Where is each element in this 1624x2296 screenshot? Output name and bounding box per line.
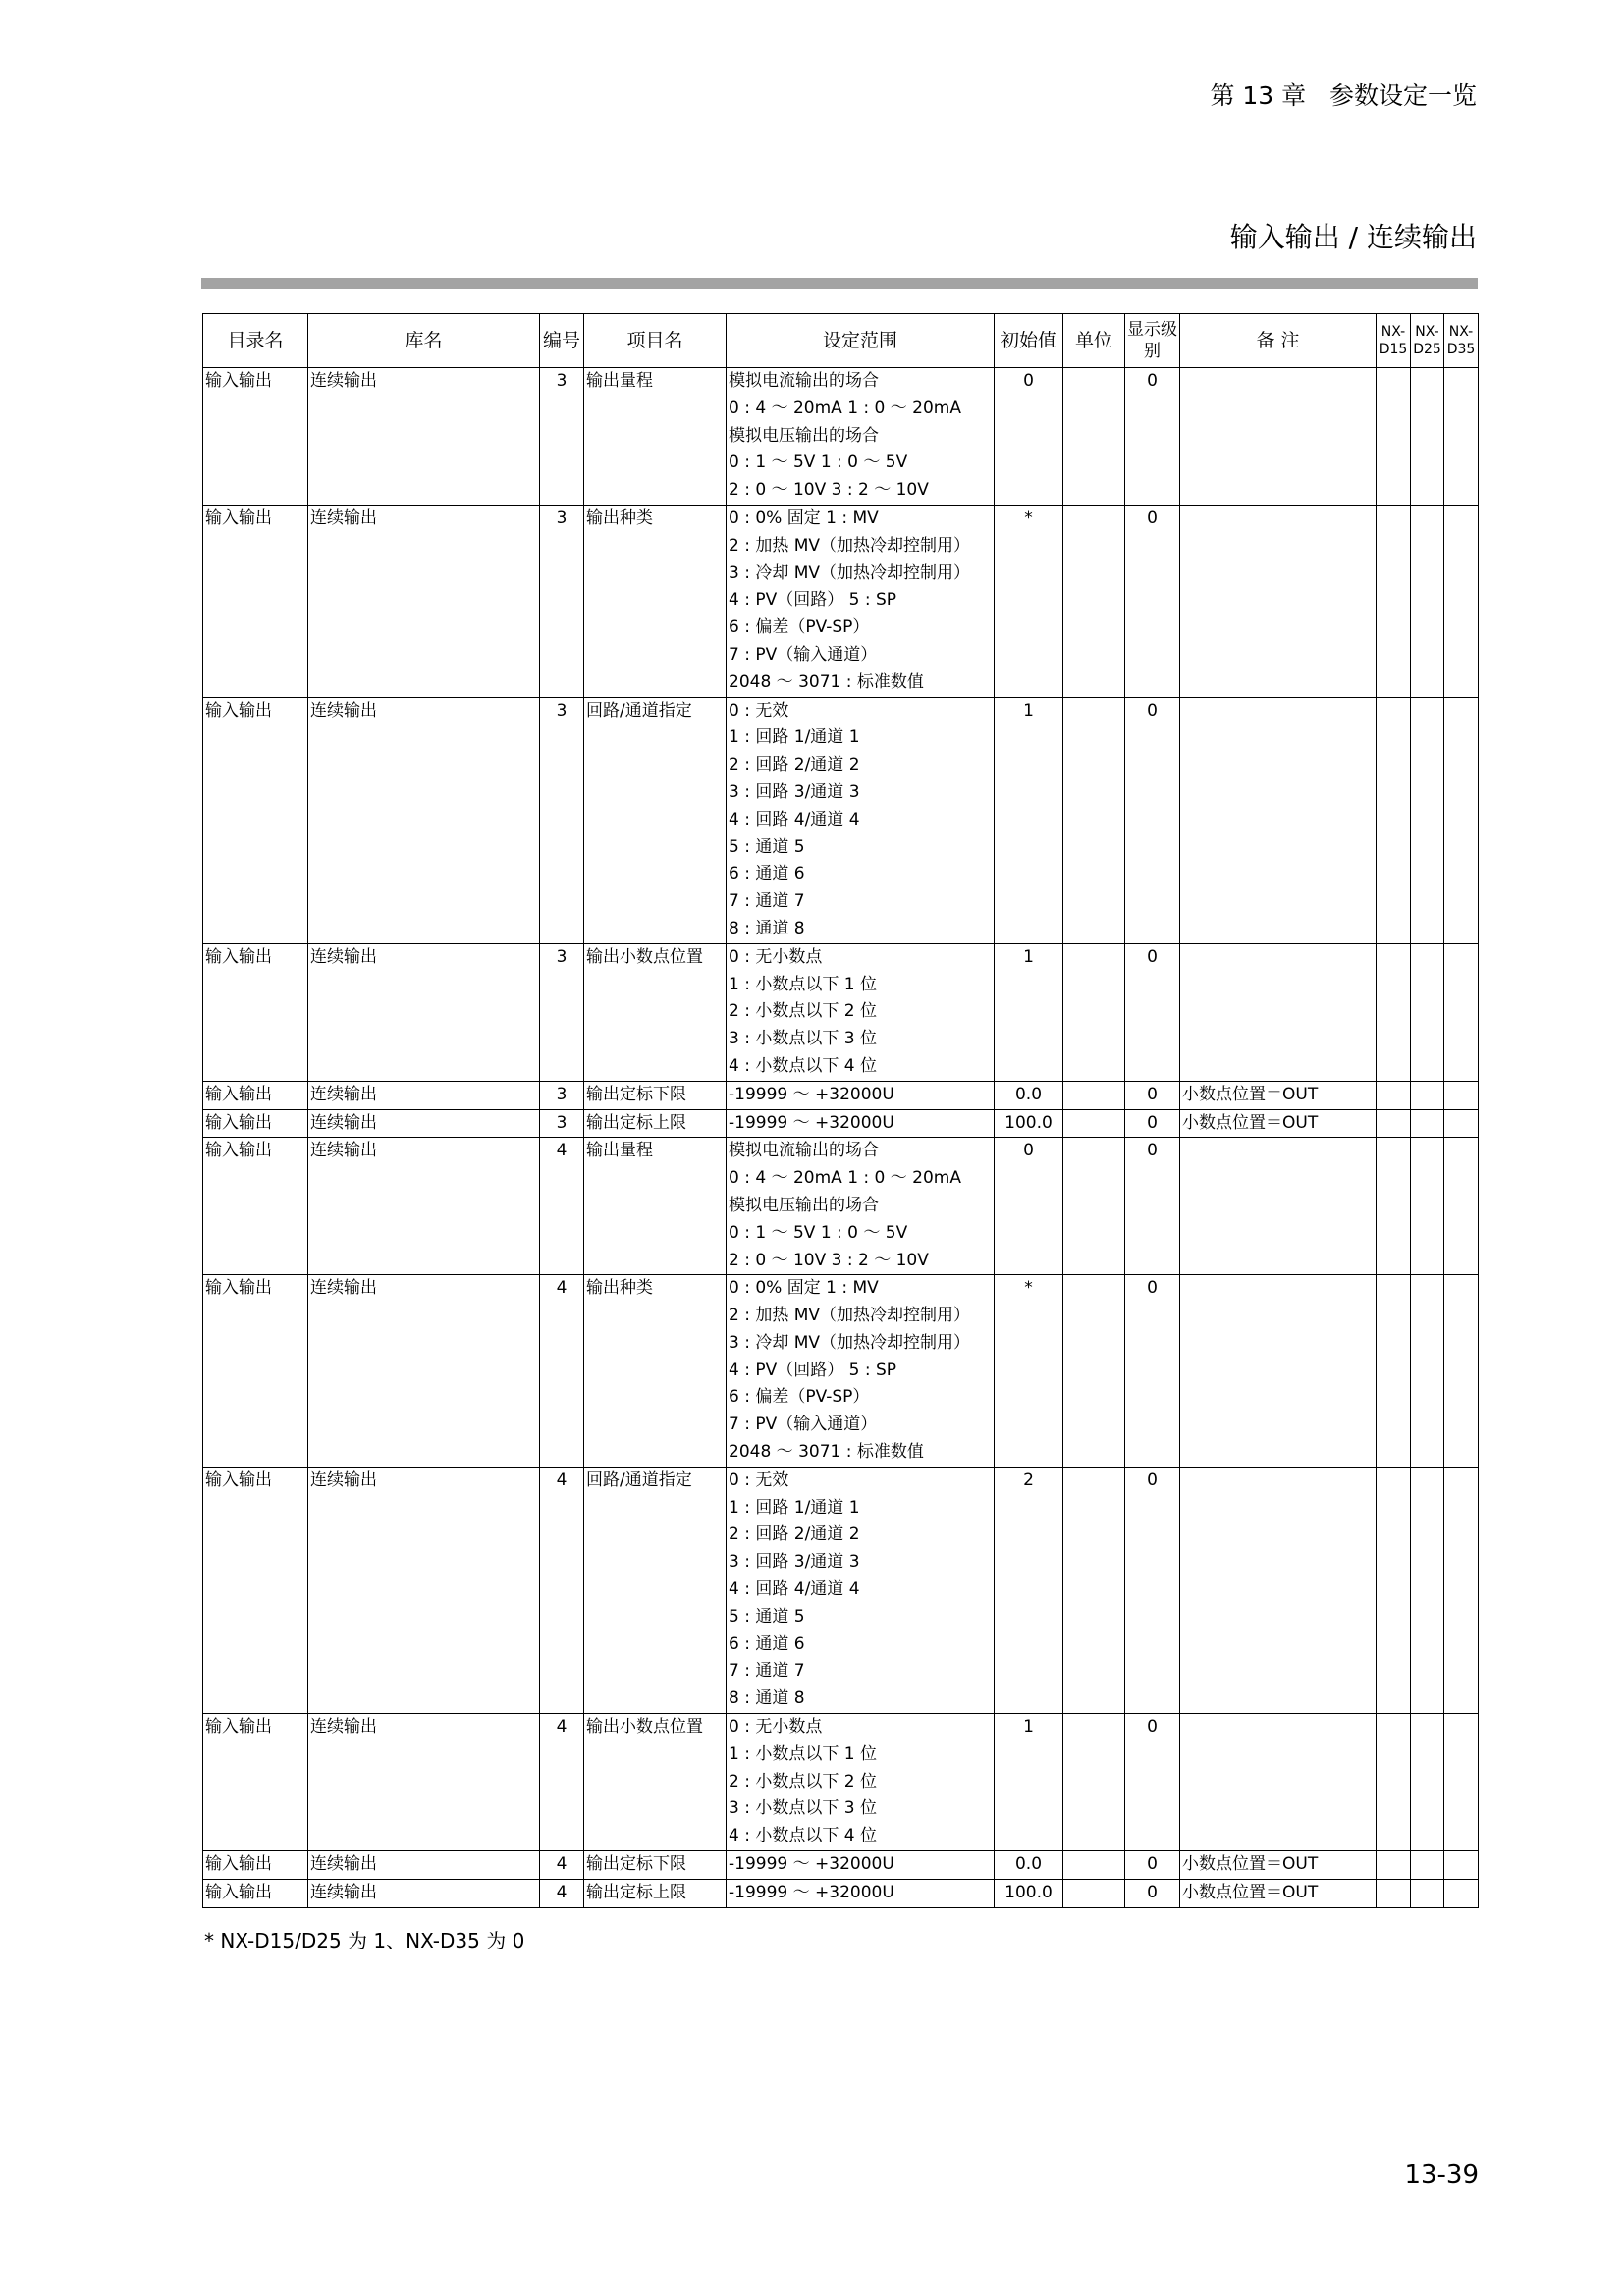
cell-initial: *	[995, 505, 1063, 697]
range-line: 0 : 无小数点	[729, 946, 823, 967]
range-line: 0 : 无效	[729, 1469, 789, 1490]
col-note: 备 注	[1180, 314, 1377, 368]
cell-library: 连续输出	[308, 1714, 540, 1851]
cell-menu: 输入输出	[203, 1109, 308, 1138]
cell-number: 4	[540, 1851, 584, 1880]
cell-nx-d35	[1444, 943, 1479, 1081]
cell-library: 连续输出	[308, 697, 540, 943]
cell-number: 4	[540, 1138, 584, 1275]
cell-initial: 0	[995, 368, 1063, 506]
range-line: 5 : 通道 5	[729, 836, 805, 857]
range-line: 4 : PV（回路） 5 : SP	[729, 1360, 897, 1380]
table-row	[203, 1851, 1479, 1880]
range-line: 模拟电流输出的场合	[729, 371, 879, 391]
cell-nx-d15	[1377, 1879, 1411, 1907]
range-line: 0 : 4 ～ 20mA 1 : 0 ～ 20mA	[729, 398, 961, 418]
cell-number: 3	[540, 368, 584, 506]
table-row	[203, 1879, 1479, 1907]
range-line: 8 : 通道 8	[729, 1688, 805, 1709]
cell-nx-d15	[1377, 1138, 1411, 1275]
cell-library: 连续输出	[308, 368, 540, 506]
col-range: 设定范围	[727, 314, 995, 368]
range-line: 4 : 小数点以下 4 位	[729, 1055, 877, 1076]
range-line: 2 : 回路 2/通道 2	[729, 1524, 860, 1545]
cell-nx-d25	[1411, 1275, 1444, 1468]
cell-unit	[1063, 1138, 1125, 1275]
range-line: -19999 ～ +32000U	[729, 1854, 894, 1875]
cell-library: 连续输出	[308, 1851, 540, 1880]
cell-initial: 0.0	[995, 1851, 1063, 1880]
range-line: 2048 ～ 3071 : 标准数值	[729, 671, 924, 692]
cell-number: 4	[540, 1467, 584, 1713]
cell-menu: 输入输出	[203, 1879, 308, 1907]
range-line: 4 : 回路 4/通道 4	[729, 809, 860, 829]
cell-note	[1180, 1275, 1377, 1468]
cell-menu: 输入输出	[203, 1714, 308, 1851]
range-line: 0 : 无效	[729, 700, 789, 721]
cell-level: 0	[1125, 1275, 1180, 1468]
col-item: 项目名	[584, 314, 727, 368]
cell-number: 4	[540, 1275, 584, 1468]
range-line: 3 : 回路 3/通道 3	[729, 1552, 860, 1573]
cell-nx-d15	[1377, 1081, 1411, 1109]
cell-menu: 输入输出	[203, 1081, 308, 1109]
cell-range	[727, 1851, 995, 1880]
col-nx-d25: NX-D25	[1411, 314, 1444, 368]
cell-initial: 1	[995, 697, 1063, 943]
cell-note	[1180, 1138, 1377, 1275]
cell-range	[727, 1138, 995, 1275]
cell-range	[727, 368, 995, 506]
cell-item: 输出定标上限	[584, 1109, 727, 1138]
cell-menu: 输入输出	[203, 697, 308, 943]
table-row	[203, 505, 1479, 697]
range-line: 8 : 通道 8	[729, 918, 805, 938]
cell-initial: 1	[995, 943, 1063, 1081]
cell-nx-d15	[1377, 1109, 1411, 1138]
range-line: 2 : 回路 2/通道 2	[729, 755, 860, 775]
table-row	[203, 1467, 1479, 1713]
section-title: 输入输出 / 连续输出	[1229, 221, 1477, 253]
table-row	[203, 1714, 1479, 1851]
cell-level: 0	[1125, 697, 1180, 943]
col-unit: 单位	[1063, 314, 1125, 368]
cell-level: 0	[1125, 1879, 1180, 1907]
cell-library: 连续输出	[308, 1879, 540, 1907]
cell-item: 输出种类	[584, 505, 727, 697]
table-body	[203, 368, 1479, 1908]
cell-nx-d35	[1444, 1879, 1479, 1907]
cell-initial: *	[995, 1275, 1063, 1468]
cell-item: 回路/通道指定	[584, 1467, 727, 1713]
range-line: 1 : 回路 1/通道 1	[729, 727, 860, 748]
cell-nx-d15	[1377, 1714, 1411, 1851]
cell-initial: 100.0	[995, 1109, 1063, 1138]
table-row	[203, 1109, 1479, 1138]
range-line: 2 : 0 ～ 10V 3 : 2 ～ 10V	[729, 1250, 929, 1270]
cell-nx-d35	[1444, 1138, 1479, 1275]
cell-nx-d15	[1377, 1275, 1411, 1468]
cell-nx-d15	[1377, 943, 1411, 1081]
range-line: 0 : 无小数点	[729, 1717, 823, 1737]
cell-nx-d35	[1444, 505, 1479, 697]
col-library: 库名	[308, 314, 540, 368]
range-line: 6 : 偏差（PV-SP）	[729, 617, 870, 638]
range-line: 5 : 通道 5	[729, 1606, 805, 1627]
range-line: 2 : 加热 MV（加热冷却控制用）	[729, 1306, 971, 1326]
cell-nx-d15	[1377, 505, 1411, 697]
range-line: 7 : PV（输入通道）	[729, 644, 878, 665]
cell-unit	[1063, 697, 1125, 943]
range-line: -19999 ～ +32000U	[729, 1882, 894, 1902]
cell-level: 0	[1125, 368, 1180, 506]
cell-nx-d25	[1411, 1138, 1444, 1275]
cell-range	[727, 1109, 995, 1138]
cell-level: 0	[1125, 505, 1180, 697]
cell-item: 输出定标下限	[584, 1851, 727, 1880]
cell-unit	[1063, 1109, 1125, 1138]
range-line: 2 : 小数点以下 2 位	[729, 1001, 877, 1022]
col-initial: 初始值	[995, 314, 1063, 368]
col-nx-d15: NX-D15	[1377, 314, 1411, 368]
cell-nx-d35	[1444, 1714, 1479, 1851]
range-line: 7 : 通道 7	[729, 1661, 805, 1682]
cell-nx-d35	[1444, 368, 1479, 506]
cell-note: 小数点位置＝OUT	[1180, 1879, 1377, 1907]
cell-level: 0	[1125, 1714, 1180, 1851]
cell-menu: 输入输出	[203, 943, 308, 1081]
cell-nx-d35	[1444, 1109, 1479, 1138]
cell-library: 连续输出	[308, 1081, 540, 1109]
range-line: 4 : 回路 4/通道 4	[729, 1579, 860, 1600]
col-level: 显示级别	[1125, 314, 1180, 368]
cell-note	[1180, 368, 1377, 506]
cell-note: 小数点位置＝OUT	[1180, 1109, 1377, 1138]
cell-initial: 100.0	[995, 1879, 1063, 1907]
cell-item: 回路/通道指定	[584, 697, 727, 943]
cell-nx-d35	[1444, 697, 1479, 943]
cell-nx-d25	[1411, 697, 1444, 943]
cell-nx-d25	[1411, 1467, 1444, 1713]
cell-unit	[1063, 1467, 1125, 1713]
range-line: 6 : 通道 6	[729, 1633, 805, 1654]
cell-menu: 输入输出	[203, 1467, 308, 1713]
cell-item: 输出量程	[584, 368, 727, 506]
cell-nx-d25	[1411, 368, 1444, 506]
cell-range	[727, 505, 995, 697]
cell-nx-d25	[1411, 943, 1444, 1081]
range-line: 0 : 1 ～ 5V 1 : 0 ～ 5V	[729, 453, 908, 473]
cell-item: 输出定标上限	[584, 1879, 727, 1907]
cell-level: 0	[1125, 1081, 1180, 1109]
cell-range	[727, 943, 995, 1081]
cell-item: 输出定标下限	[584, 1081, 727, 1109]
col-menu: 目录名	[203, 314, 308, 368]
cell-nx-d25	[1411, 1714, 1444, 1851]
cell-nx-d15	[1377, 1851, 1411, 1880]
cell-menu: 输入输出	[203, 1138, 308, 1275]
table-header	[203, 314, 1479, 368]
cell-level: 0	[1125, 943, 1180, 1081]
range-line: -19999 ～ +32000U	[729, 1084, 894, 1104]
cell-unit	[1063, 1851, 1125, 1880]
cell-range	[727, 1081, 995, 1109]
cell-unit	[1063, 1275, 1125, 1468]
cell-unit	[1063, 1081, 1125, 1109]
cell-note: 小数点位置＝OUT	[1180, 1081, 1377, 1109]
cell-number: 3	[540, 505, 584, 697]
col-number: 编号	[540, 314, 584, 368]
cell-note	[1180, 1467, 1377, 1713]
range-line: -19999 ～ +32000U	[729, 1112, 894, 1133]
cell-item: 输出种类	[584, 1275, 727, 1468]
cell-nx-d25	[1411, 1109, 1444, 1138]
cell-nx-d35	[1444, 1467, 1479, 1713]
cell-nx-d15	[1377, 697, 1411, 943]
range-line: 2 : 小数点以下 2 位	[729, 1771, 877, 1791]
cell-range	[727, 1275, 995, 1468]
cell-nx-d15	[1377, 368, 1411, 506]
cell-menu: 输入输出	[203, 1275, 308, 1468]
cell-library: 连续输出	[308, 1467, 540, 1713]
table-row	[203, 1275, 1479, 1468]
cell-menu: 输入输出	[203, 505, 308, 697]
range-line: 3 : 小数点以下 3 位	[729, 1029, 877, 1049]
cell-number: 3	[540, 943, 584, 1081]
cell-unit	[1063, 368, 1125, 506]
cell-range	[727, 697, 995, 943]
cell-nx-d15	[1377, 1467, 1411, 1713]
cell-number: 3	[540, 1081, 584, 1109]
cell-number: 3	[540, 1109, 584, 1138]
range-line: 7 : 通道 7	[729, 891, 805, 912]
cell-number: 4	[540, 1879, 584, 1907]
range-line: 1 : 小数点以下 1 位	[729, 974, 877, 994]
range-line: 模拟电压输出的场合	[729, 425, 879, 446]
cell-item: 输出量程	[584, 1138, 727, 1275]
range-line: 3 : 冷却 MV（加热冷却控制用）	[729, 1332, 971, 1353]
cell-item: 输出小数点位置	[584, 1714, 727, 1851]
range-line: 0 : 1 ～ 5V 1 : 0 ～ 5V	[729, 1222, 908, 1243]
cell-note	[1180, 505, 1377, 697]
table-row	[203, 697, 1479, 943]
range-line: 3 : 回路 3/通道 3	[729, 781, 860, 802]
page-number: 13-39	[1404, 2161, 1479, 2190]
cell-nx-d35	[1444, 1851, 1479, 1880]
cell-nx-d25	[1411, 1879, 1444, 1907]
cell-library: 连续输出	[308, 943, 540, 1081]
cell-initial: 0.0	[995, 1081, 1063, 1109]
range-line: 3 : 小数点以下 3 位	[729, 1798, 877, 1819]
footnote: * NX-D15/D25 为 1、NX-D35 为 0	[204, 1929, 525, 1952]
parameter-table	[202, 313, 1479, 1908]
cell-unit	[1063, 1879, 1125, 1907]
table-row	[203, 1081, 1479, 1109]
cell-unit	[1063, 943, 1125, 1081]
cell-note: 小数点位置＝OUT	[1180, 1851, 1377, 1880]
cell-nx-d25	[1411, 505, 1444, 697]
cell-library: 连续输出	[308, 1275, 540, 1468]
cell-nx-d35	[1444, 1275, 1479, 1468]
cell-menu: 输入输出	[203, 368, 308, 506]
table-row	[203, 1138, 1479, 1275]
cell-menu: 输入输出	[203, 1851, 308, 1880]
cell-level: 0	[1125, 1851, 1180, 1880]
cell-number: 3	[540, 697, 584, 943]
header-rule	[201, 278, 1478, 289]
range-line: 0 : 4 ～ 20mA 1 : 0 ～ 20mA	[729, 1168, 961, 1189]
cell-note	[1180, 943, 1377, 1081]
cell-library: 连续输出	[308, 1138, 540, 1275]
cell-item: 输出小数点位置	[584, 943, 727, 1081]
range-line: 0 : 0% 固定 1 : MV	[729, 507, 879, 528]
range-line: 6 : 通道 6	[729, 864, 805, 884]
range-line: 模拟电流输出的场合	[729, 1141, 879, 1161]
cell-nx-d35	[1444, 1081, 1479, 1109]
range-line: 6 : 偏差（PV-SP）	[729, 1387, 870, 1408]
range-line: 4 : 小数点以下 4 位	[729, 1826, 877, 1846]
range-line: 模拟电压输出的场合	[729, 1195, 879, 1215]
range-line: 7 : PV（输入通道）	[729, 1415, 878, 1435]
cell-range	[727, 1714, 995, 1851]
range-line: 1 : 回路 1/通道 1	[729, 1497, 860, 1518]
range-line: 2 : 加热 MV（加热冷却控制用）	[729, 535, 971, 556]
cell-level: 0	[1125, 1109, 1180, 1138]
cell-nx-d25	[1411, 1081, 1444, 1109]
cell-unit	[1063, 1714, 1125, 1851]
cell-number: 4	[540, 1714, 584, 1851]
range-line: 1 : 小数点以下 1 位	[729, 1743, 877, 1764]
cell-library: 连续输出	[308, 505, 540, 697]
cell-unit	[1063, 505, 1125, 697]
cell-range	[727, 1467, 995, 1713]
cell-range	[727, 1879, 995, 1907]
cell-note	[1180, 697, 1377, 943]
range-line: 3 : 冷却 MV（加热冷却控制用）	[729, 562, 971, 583]
cell-nx-d25	[1411, 1851, 1444, 1880]
col-nx-d35: NX-D35	[1444, 314, 1479, 368]
cell-initial: 1	[995, 1714, 1063, 1851]
table-row	[203, 368, 1479, 506]
chapter-header: 第 13 章 参数设定一览	[1210, 81, 1477, 110]
table-row	[203, 943, 1479, 1081]
cell-initial: 0	[995, 1138, 1063, 1275]
range-line: 4 : PV（回路） 5 : SP	[729, 590, 897, 611]
range-line: 0 : 0% 固定 1 : MV	[729, 1278, 879, 1299]
cell-initial: 2	[995, 1467, 1063, 1713]
cell-level: 0	[1125, 1138, 1180, 1275]
range-line: 2048 ～ 3071 : 标准数值	[729, 1442, 924, 1463]
cell-library: 连续输出	[308, 1109, 540, 1138]
cell-level: 0	[1125, 1467, 1180, 1713]
range-line: 2 : 0 ～ 10V 3 : 2 ～ 10V	[729, 480, 929, 501]
cell-note	[1180, 1714, 1377, 1851]
